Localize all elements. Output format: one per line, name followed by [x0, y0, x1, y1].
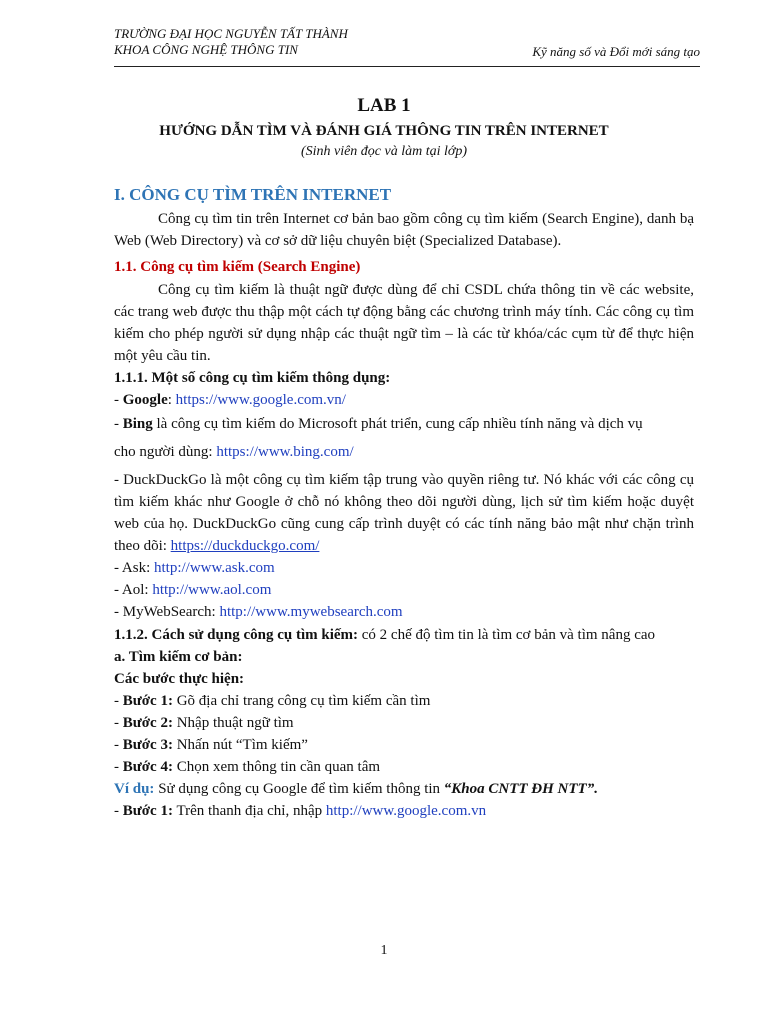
duckduckgo-description: - DuckDuckGo là một công cụ tìm kiếm tập trung vào quyền riêng tư. Nó khác với các công cụ tìm kiếm khác như Google ở chỗ nó không theo dõi người dùng, lịch sử tìm kiếm hoặc duyệt web của họ. DuckDuckGo cũng cung cấp trình duyệt có các tính năng bảo mật như chặn trình theo dõi: [114, 472, 694, 554]
ask-label: - Ask: [114, 560, 155, 576]
list-sep: : [167, 392, 176, 408]
engine-name-google: Google [122, 392, 168, 408]
step-item [114, 712, 694, 734]
link-bing[interactable]: https://www.bing.com/ [216, 444, 354, 460]
list-item-duckduckgo [114, 469, 694, 557]
step-item [114, 734, 694, 756]
section-1-1-body: Công cụ tìm kiếm là thuật ngữ được dùng để chỉ CSDL chứa thông tin về các website, các trang web được thu thập một cách tự động bằng các chương trình máy tính. Các công cụ tìm kiếm cho phép người sử dụng nhập các thuật ngữ tìm – là các từ khóa/các cụm từ để thực hiện một yêu cầu tin. [114, 282, 694, 364]
step-text: Trên thanh địa chỉ, nhập [172, 803, 326, 819]
basic-search-heading: a. Tìm kiếm cơ bản: [114, 649, 243, 665]
step-label: Bước 1: [122, 693, 173, 709]
list-dash: - [114, 693, 123, 709]
bing-description: là công cụ tìm kiếm do Microsoft phát triển, cung cấp nhiều tính năng và dịch vụ [152, 416, 643, 432]
page-header [114, 26, 700, 67]
section-1-intro: Công cụ tìm tin trên Internet cơ bản bao gồm công cụ tìm kiếm (Search Engine), danh bạ Web (Web Directory) và cơ sở dữ liệu chuyên biệt (Specialized Database). [114, 211, 694, 249]
section-1-1-2-text: có 2 chế độ tìm tin là tìm cơ bản và tìm nâng cao [358, 627, 656, 643]
header-school: TRƯỜNG ĐẠI HỌC NGUYỄN TẤT THÀNH [114, 26, 348, 41]
example-label: Ví dụ: [114, 781, 155, 797]
lab-note: (Sinh viên đọc và làm tại lớp) [300, 144, 468, 159]
list-item-aol [114, 579, 694, 601]
section-1-1-1-heading: 1.1.1. Một số công cụ tìm kiếm thông dụng: [114, 370, 391, 386]
header-left [114, 26, 348, 58]
step-label: Bước 4: [122, 759, 173, 775]
page-number: 1 [380, 943, 388, 958]
step-text: Nhấn nút “Tìm kiếm” [172, 737, 308, 753]
step-label: Bước 1: [122, 803, 173, 819]
step-item [114, 690, 694, 712]
document-body [114, 183, 694, 822]
example-text: Sử dụng công cụ Google để tìm kiếm thông tin [154, 781, 444, 797]
example-quote: “Khoa CNTT ĐH NTT”. [443, 781, 598, 797]
link-google[interactable]: https://www.google.com.vn/ [175, 392, 346, 408]
bing-description-cont: cho người dùng: [114, 444, 217, 460]
step-label: Bước 3: [122, 737, 173, 753]
step-label: Bước 2: [122, 715, 173, 731]
section-1-1-2-heading: 1.1.2. Cách sử dụng công cụ tìm kiếm: [114, 627, 359, 643]
list-dash: - [114, 715, 123, 731]
header-course: Kỹ năng số và Đổi mới sáng tạo [532, 44, 700, 59]
section-1-1-2 [114, 624, 694, 646]
step-text: Nhập thuật ngữ tìm [172, 715, 294, 731]
step-item [114, 756, 694, 778]
list-item-mywebsearch [114, 601, 694, 623]
list-dash: - [114, 737, 123, 753]
list-dash: - [114, 803, 123, 819]
step-text: Gõ địa chỉ trang công cụ tìm kiếm cần tìm [172, 693, 431, 709]
section-1-heading: I. CÔNG CỤ TÌM TRÊN INTERNET [114, 185, 392, 204]
engine-name-bing: Bing [122, 416, 153, 432]
example-step-1 [114, 800, 694, 822]
lab-title: LAB 1 [357, 95, 411, 116]
list-item-bing-cont [114, 441, 694, 463]
aol-label: - Aol: [114, 582, 153, 598]
link-duckduckgo[interactable]: https://duckduckgo.com/ [170, 538, 320, 554]
list-dash: - [114, 416, 123, 432]
list-item-ask [114, 557, 694, 579]
link-mywebsearch[interactable]: http://www.mywebsearch.com [219, 604, 403, 620]
list-item-google [114, 389, 694, 411]
lab-subtitle: HƯỚNG DẪN TÌM VÀ ĐÁNH GIÁ THÔNG TIN TRÊN INTERNET [159, 123, 609, 139]
list-dash: - [114, 392, 123, 408]
header-faculty: KHOA CÔNG NGHỆ THÔNG TIN [114, 42, 298, 57]
step-text: Chọn xem thông tin cần quan tâm [172, 759, 381, 775]
list-dash: - [114, 759, 123, 775]
section-1-1-heading: 1.1. Công cụ tìm kiếm (Search Engine) [114, 259, 361, 275]
list-item-bing [114, 413, 694, 435]
link-ask[interactable]: http://www.ask.com [154, 560, 275, 576]
example-line [114, 778, 694, 800]
mywebsearch-label: - MyWebSearch: [114, 604, 220, 620]
steps-heading: Các bước thực hiện: [114, 671, 245, 687]
link-aol[interactable]: http://www.aol.com [152, 582, 272, 598]
link-google-vn[interactable]: http://www.google.com.vn [325, 803, 487, 819]
